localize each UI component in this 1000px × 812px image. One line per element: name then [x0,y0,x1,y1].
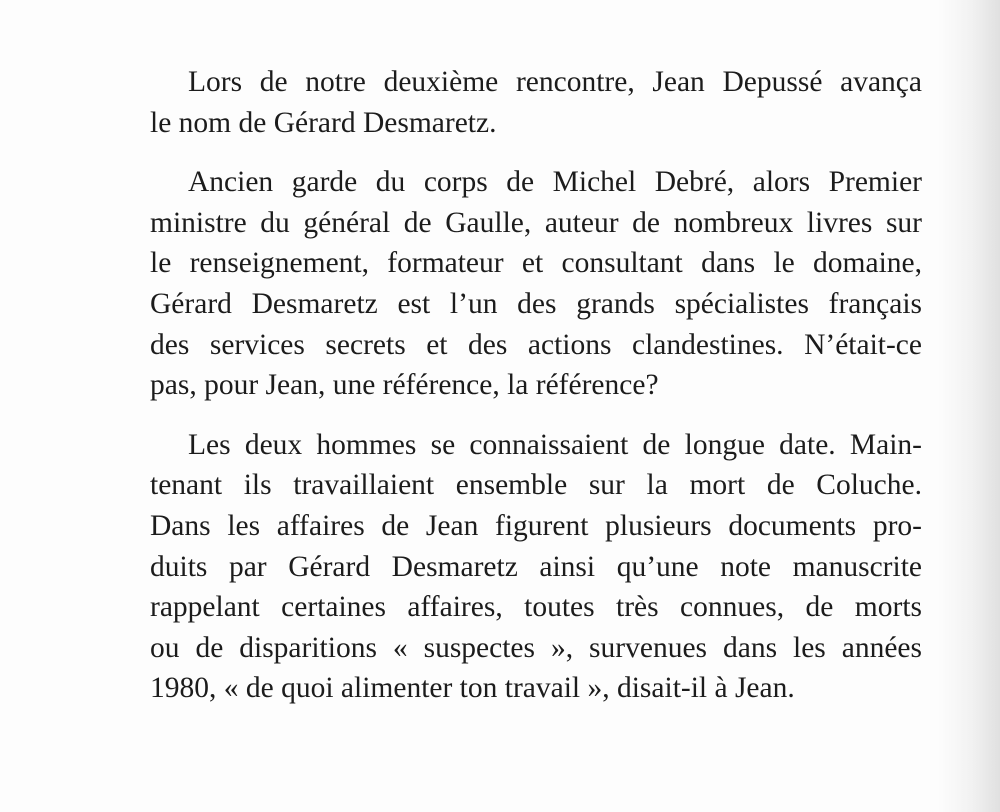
paragraph-line: le renseignement, formateur et consultant dans le domaine, [150,247,922,280]
page-gutter-shadow [938,0,1000,812]
paragraph-line: le nom de Gérard Desmaretz. [150,106,497,139]
paragraph-line: Gérard Desmaretz est l’un des grands spécialistes français [150,287,922,320]
paragraph-line: Dans les affaires de Jean figurent plusieurs documents pro- [150,509,922,542]
paragraph-1 [150,62,922,143]
paragraph-line: duits par Gérard Desmaretz ainsi qu’une note manuscrite [150,550,922,583]
paragraph-line: tenant ils travaillaient ensemble sur la mort de Coluche. [150,469,922,502]
paragraph-line: Ancien garde du corps de Michel Debré, alors Premier [188,166,922,199]
paragraph-line: pas, pour Jean, une référence, la référence? [150,369,659,402]
paragraph-line: ministre du général de Gaulle, auteur de nombreux livres sur [150,206,922,239]
paragraph-line: Lors de notre deuxième rencontre, Jean Depussé avança [188,66,922,98]
paragraph-line: des services secrets et des actions clandestines. N’était-ce [150,328,922,361]
paragraph-line: Les deux hommes se connaissaient de longue date. Main- [188,428,922,461]
paragraph-line: ou de disparitions « suspectes », survenues dans les années [150,631,922,664]
paragraph-3 [150,425,922,709]
paragraph-line: rappelant certaines affaires, toutes très connues, de morts [150,591,922,624]
paragraph-line: 1980, « de quoi alimenter ton travail », disait-il à Jean. [150,672,795,705]
paragraph-2 [150,162,922,406]
body-text [150,62,922,728]
